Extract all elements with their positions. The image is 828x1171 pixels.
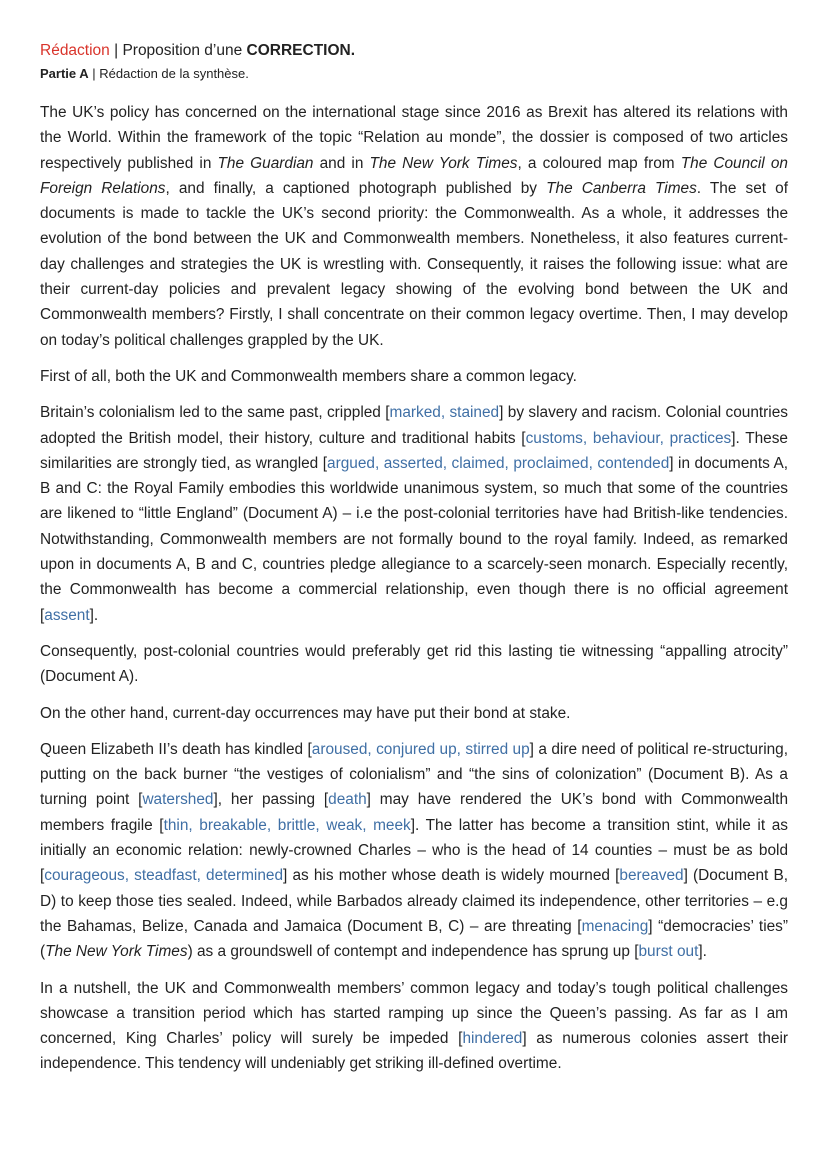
text-run: ) as a groundswell of contempt and independence has sprung up [	[187, 943, 639, 961]
synonym-list: bereaved	[619, 867, 684, 885]
document-title	[40, 40, 788, 62]
text-run: ] as numerous colonies assert their independence. This tendency will undeniably get striking ill-defined overtime.	[40, 1030, 789, 1073]
source-title: The Guardian	[217, 154, 314, 172]
text-run: ].	[698, 943, 707, 961]
text-run: ] in documents A, B and C: the Royal Family embodies this worldwide unanimous system, so much that some of the countries are likened to “little England” (Document A) – i.e the post-colonial territories have had British-like tendencies. Notwithstanding, Commonwealth members are not formally bound to the royal family. Indeed, as remarked upon in documents A, B and C, countries pledge allegiance to a scarcely-seen monarch. Especially recently, the Commonwealth has become a commercial relationship, even though there is no official agreement [	[40, 454, 789, 624]
text-run: ].	[89, 606, 99, 624]
synonym-list: aroused, conjured up, stirred up	[311, 740, 530, 758]
paragraph-conclusion	[40, 976, 788, 1077]
synonym-list: argued, asserted, claimed, proclaimed, contended	[327, 454, 670, 472]
synonym-list: watershed	[142, 791, 214, 809]
synonym-list: assent	[44, 606, 90, 624]
title-proposition: Proposition d’une	[122, 42, 247, 59]
synonym-list: death	[328, 791, 367, 809]
text-run: ]. These similarities are strongly tied, as wrangled [	[40, 429, 788, 472]
text-run: ]. The latter has become a transition stint, while it as initially an economic relation: newly-crowned Charles – who is the head of 14 counties – must be as bold [	[40, 816, 788, 885]
paragraph-part1-conclusion: Consequently, post-colonial countries would preferably get rid this lasting tie witnessing “appalling atrocity” (Document A).	[40, 642, 788, 686]
text-run: ] “democracies’ ties” (	[40, 917, 788, 961]
paragraph-part2-intro: On the other hand, current-day occurrences may have put their bond at stake.	[40, 704, 571, 722]
title-correction: CORRECTION	[246, 42, 351, 59]
text-run: Britain’s colonialism led to the same past, crippled [	[40, 404, 390, 422]
synonym-list: burst out	[638, 943, 699, 961]
part-title: Rédaction de la synthèse.	[99, 66, 249, 81]
paragraph-part1-body	[40, 400, 788, 628]
paragraph-introduction	[40, 100, 788, 353]
synonym-list: thin, breakable, brittle, weak, meek	[163, 816, 411, 834]
text-run: , and finally, a captioned photograph published by	[165, 179, 547, 197]
text-run: In a nutshell, the UK and Commonwealth members’ common legacy and today’s tough political challenges showcase a transition period which has started ramping up since the Queen’s passing. As far as I am concerned, King Charles’ policy will surely be impeded [	[40, 979, 788, 1048]
text-run: ], her passing [	[213, 791, 329, 809]
text-run: and in	[313, 154, 370, 172]
text-run: ] a dire need of political re-structuring, putting on the back burner “the vestiges of colonialism” and “the sins of colonization” (Document B). As a turning point [	[40, 740, 789, 809]
title-separator: |	[109, 42, 123, 59]
synonym-list: menacing	[581, 917, 649, 935]
source-title: The Council on Foreign Relations	[40, 154, 788, 197]
source-title: The New York Times	[369, 154, 518, 172]
source-title: The Canberra Times	[546, 179, 697, 197]
text-run: ] as his mother whose death is widely mourned [	[283, 867, 620, 885]
text-run: ] may have rendered the UK’s bond with Commonwealth members fragile [	[40, 791, 789, 834]
synonym-list: hindered	[462, 1030, 523, 1048]
text-run: . The set of documents is made to tackle the UK’s second priority: the Commonwealth. As a whole, it addresses the evolution of the bond between the UK and Commonwealth members. Nonetheless, it also features current-day challenges and strategies the UK is wrestling with. Consequently, it raises the following issue: what are their current-day policies and prevalent legacy showing of the evolving bond between the UK and Commonwealth members? Firstly, I shall concentrate on their common legacy overtime. Then, I may develop on today’s political challenges grappled by the UK.	[40, 179, 789, 349]
section-label: Rédaction	[40, 42, 110, 59]
paragraph-part2-body	[40, 737, 788, 965]
essay-body	[40, 100, 788, 1077]
document-subtitle	[40, 64, 788, 84]
part-label: Partie A	[40, 66, 89, 81]
text-run: , a coloured map from	[517, 154, 681, 172]
text-run: ] (Document B, D) to keep those ties sealed. Indeed, while Barbados already claimed its independence, other territories – e.g the Bahamas, Belize, Canada and Jamaica (Document B, C) – are threating [	[40, 867, 789, 935]
text-run: Queen Elizabeth II’s death has kindled [	[40, 740, 312, 758]
synonym-list: customs, behaviour, practices	[525, 429, 732, 447]
text-run: ] by slavery and racism. Colonial countries adopted the British model, their history, culture and traditional habits [	[40, 404, 788, 447]
text-run: The UK’s policy has concerned on the international stage since 2016 as Brexit has altered its relations with the World. Within the framework of the topic “Relation au monde”, the dossier is composed of two articles respectively published in	[40, 104, 788, 172]
synonym-list: marked, stained	[389, 404, 500, 422]
synonym-list: courageous, steadfast, determined	[44, 867, 284, 885]
title-period: .	[350, 42, 356, 59]
part-separator: |	[88, 66, 100, 81]
source-title: The New York Times	[45, 943, 188, 961]
document-page	[40, 40, 788, 1088]
paragraph-part1-intro: First of all, both the UK and Commonwealth members share a common legacy.	[40, 367, 577, 385]
